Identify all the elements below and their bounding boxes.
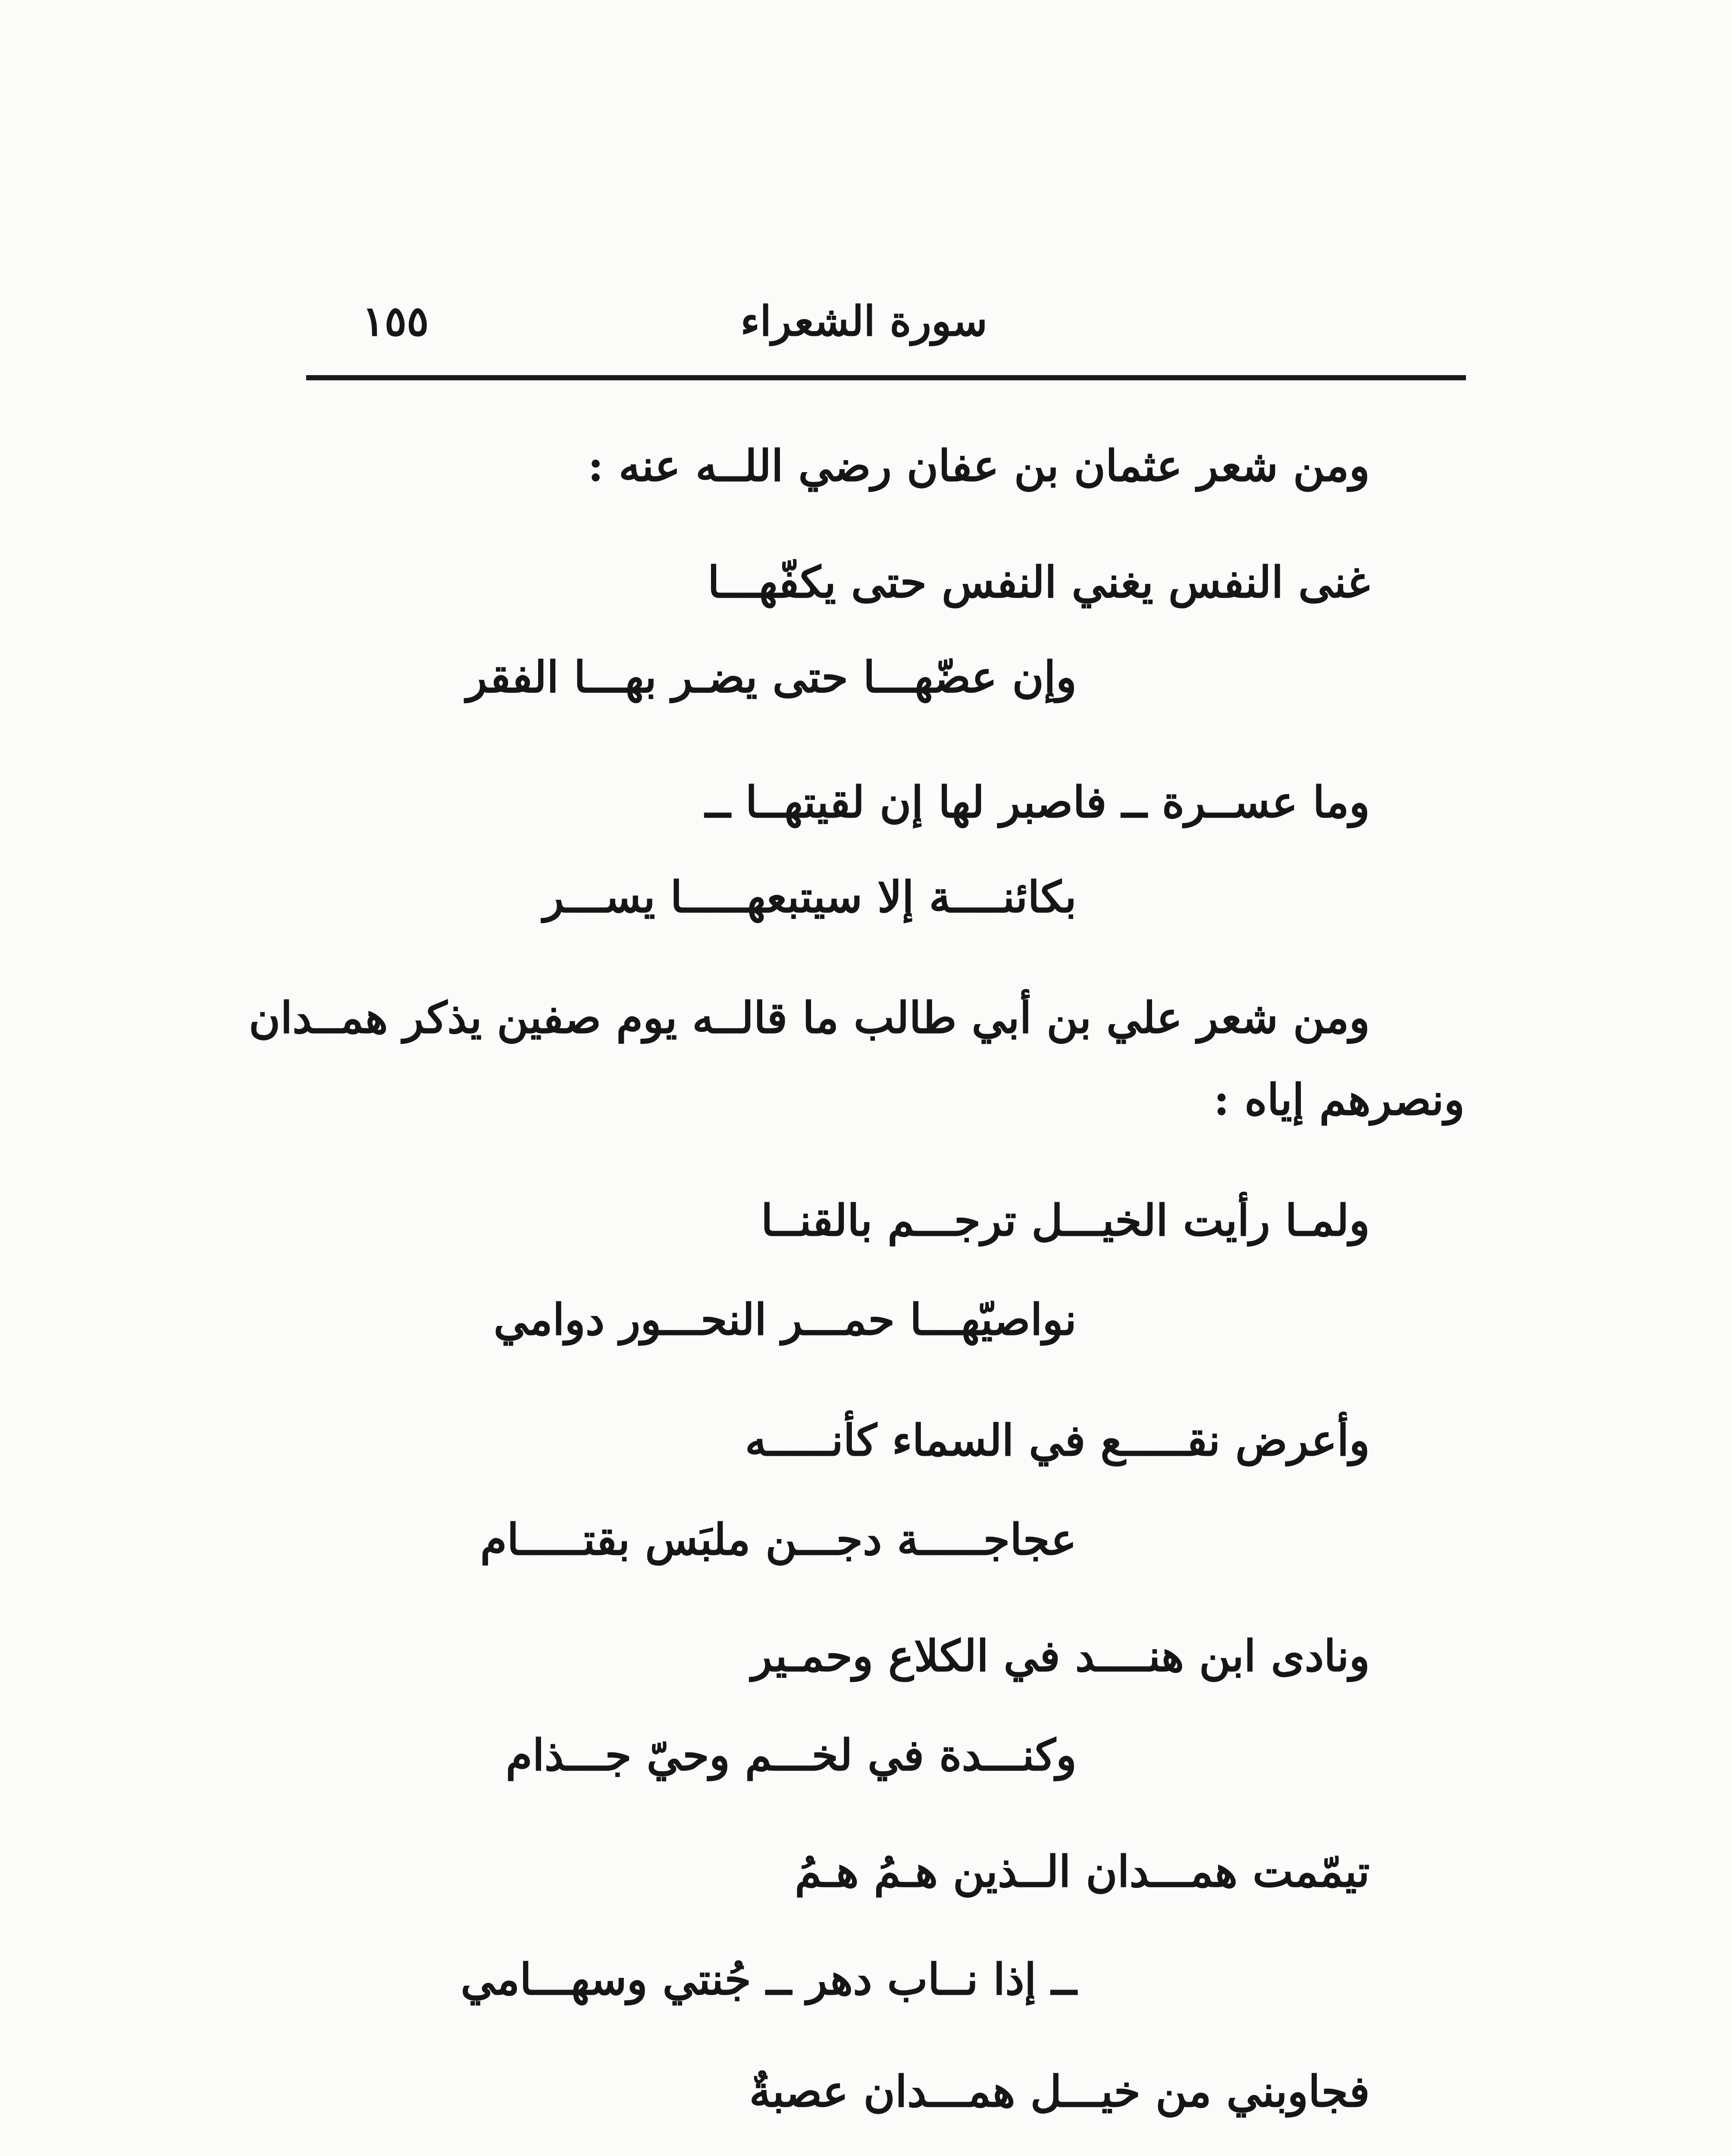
header-rule [306,375,1466,380]
verse-1-second-hemistich: وإن عضّهـــا حتى يضـر بهـــا الفقر [466,652,1077,702]
verse-3-second-hemistich: نواصيّهـــا حمـــر النحـــور دوامي [493,1294,1077,1345]
prose-intro-uthman: ومن شعر عثمان بن عفان رضي اللــه عنه : [588,440,1370,491]
verse-3-first-hemistich: ولمـا رأيت الخيـــل ترجـــم بالقنــا [761,1195,1370,1246]
verse-2-first-hemistich: وما عســرة ــ فاصبر لها إن لقيتهــا ــ [705,777,1370,827]
verse-7-first-hemistich: فجاوبني من خيـــل همـــدان عصبةٌ [749,2066,1370,2117]
verse-4-first-hemistich: وأعرض نقـــــع في السماء كأنـــــه [745,1415,1370,1466]
verse-6-second-hemistich: ــ إذا نــاب دهر ــ جُنتي وسهـــامي [460,1954,1077,2005]
chapter-title: سورة الشعراء [740,297,987,345]
verse-1-first-hemistich: غنى النفس يغني النفس حتى يكفّهـــا [708,557,1370,608]
verse-5-second-hemistich: وكنـــدة في لخـــم وحيّ جـــذام [505,1730,1077,1780]
prose-intro-ali-continued: ونصرهم إياه : [1213,1074,1465,1125]
verse-4-second-hemistich: عجاجـــــة دجـــن ملبَس بقتـــــام [480,1514,1077,1565]
verse-2-second-hemistich: بكائنــــة إلا سيتبعهـــــا يســـر [543,871,1077,922]
verse-6-first-hemistich: تيمّمت همـــدان الــذين هـمُ هـمُ [795,1846,1370,1897]
prose-intro-ali: ومن شعر علي بن أبي طالب ما قالــه يوم صفين يذكر همــدان [248,992,1370,1043]
running-head [306,285,1466,371]
page-number: ١٥٥ [362,297,429,345]
verse-5-first-hemistich: ونادى ابن هنــــد في الكلاع وحمـير [751,1630,1370,1681]
